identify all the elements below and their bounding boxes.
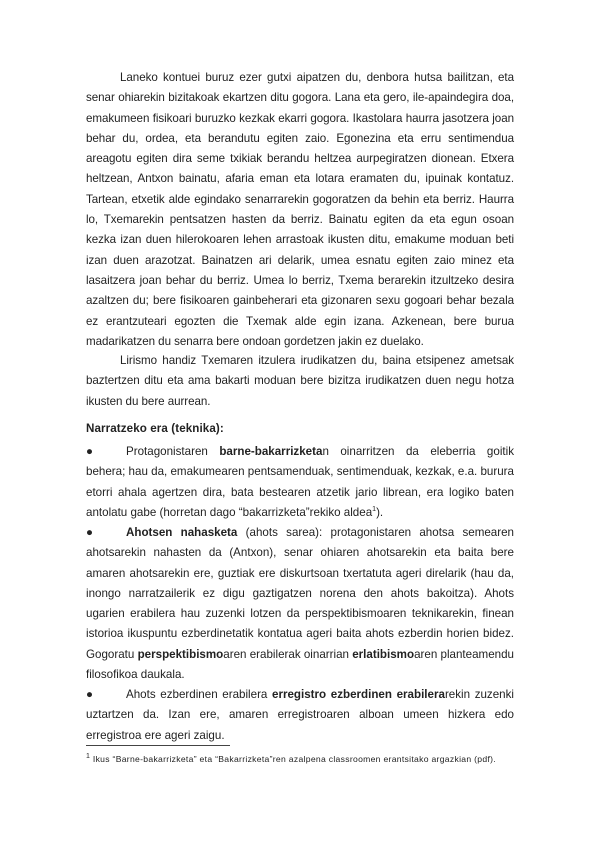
bullet-icon: ● <box>86 526 94 539</box>
list-item-erregistroak: ● Ahots ezberdinen erabilera erregistro ezberdinen erabilerarekin zuzenki uztartzen da. Izan ere, amaren erregistroaren alboan umeen hizkera edo erregistroa ere ageri zaigu. <box>86 685 514 746</box>
term-erlatibismo: erlatibismo <box>352 647 415 661</box>
term-barne-bakarrizketa: barne-bakarrizketa <box>219 445 323 458</box>
footnote: $^1$ Ikus “Barne-bakarrizketa” eta “Bakarrizketa”ren azalpena classroomen erantsitako argazkian (pdf). <box>86 753 496 764</box>
bullet-icon: ● <box>86 688 94 701</box>
term-perspektibismo: perspektibismo <box>137 647 224 661</box>
term-erregistro-ezberdinen-erabilera: erregistro ezberdinen erabilera <box>272 688 445 701</box>
footnote-reference[interactable]: 1 <box>372 506 377 514</box>
list-item-barne-bakarrizketa: ● Protagonistaren barne-bakarrizketan oinarritzen da eleberria goitik behera; hau da, emakumearen pentsamenduak, sentimenduak, kezkak, e.a. burura etorri ahala agertzen dira, bata bestearen atzetik jario librean, era logiko baten antolatu gabe (horretan dago “bakarrizketa”rekiko aldea$^1$). <box>86 442 514 523</box>
footnote-divider <box>86 745 230 746</box>
footnote-mark: 1 <box>86 753 91 761</box>
term-ahotsen-nahasketa: Ahotsen nahasketa <box>126 526 238 539</box>
section-heading: Narratzeko era (teknika): <box>86 422 224 435</box>
bullet-icon: ● <box>86 445 94 458</box>
list-item-ahotsen-nahasketa: ● Ahotsen nahasketa (ahots sarea): protagonistaren ahotsa semearen ahotsarekin nahasten da (Antxon), senar ohiaren ahotsarekin eta baita bere amaren ahotsarekin ere, guztiak ere diskurtsoan txertatuta ageri direlarik (hau da, inongo narratzailerik ez digu gaztigatzen norena den ahots bakoitza). Ahots ugarien erabilera hau zuzenki lotzen da perspektibismoaren teknikarekin, finean istorioa ikuspuntu ezberdinetatik kontatua ageri baita ahots ezberdin horien bidez. Gogoratu perspektibismoaren erabilerak oinarrian erlatibismoaren planteamendu filosofikoa daukala. <box>86 523 514 685</box>
paragraph-plot-summary: Laneko kontuei buruz ezer gutxi aipatzen du, denbora hutsa bailitzan, eta senar ohiarekin bizitakoak ekartzen ditu gogora. Lana eta gero, ile-apaindegira doa, emakumeen fisikoari buruzko kezkak ekarri gogora. Ikastolara haurra jasotzera joan behar du, ordea, eta berandutu egiten zaio. Egonezina eta erru sentimendua areagotu egiten dira seme txikiak berandu heltzea aurpegiratzen dionean. Etxera heltzean, Antxon bainatu, afaria eman eta lotara eramaten du, ipuinak kontatuz. Tartean, etxetik alde egindako senarrarekin gogoratzen da behin eta berriz. Haurra lo, Txemarekin pentsatzen hasten da berriz. Bainatu egiten da eta egun osoan kezka izan duen hilerokoaren lehen arrastoak ikusten ditu, emakume moduan beti izan duen arazotzat. Bainatzen ari delarik, umea esnatu egiten zaio minez eta lasaitzera joan behar du berriz. Umea lo berriz, Txema berarekin itzultzeko desira azaltzen du; bere fisikoaren gainbeherari eta gizonaren sexu gogoari behar bezala ez erantzuteari egozten die Txemak alde egin izana. Azkenean, bere burua madarikatzen du senarra bere ondoan gordetzen jakin ez duelako. <box>86 71 514 348</box>
paragraph-ending: Lirismo handiz Txemaren itzulera irudikatzen du, baina etsipenez ametsak baztertzen ditu eta ama bakarti moduan bere bizitza irudikatzen duen negu hotza ikusten du bere aurrean. <box>86 354 514 408</box>
